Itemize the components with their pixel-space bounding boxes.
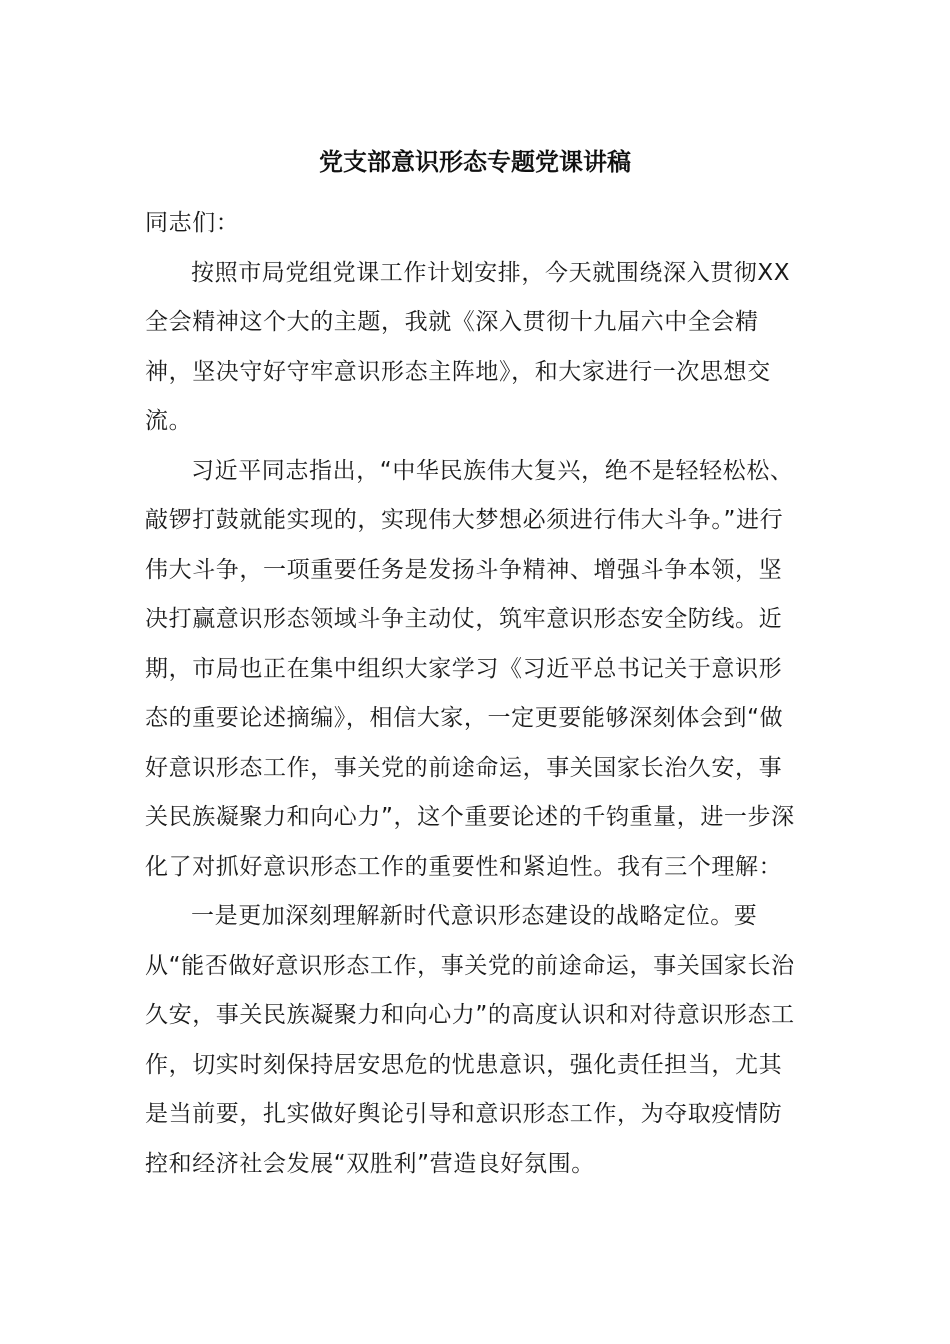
salutation: 同志们： [145,210,240,236]
paragraph-quote: 习近平同志指出，“中华民族伟大复兴，绝不是轻轻松松、敲锣打鼓就能实现的，实现伟大梦想必须进行伟大斗争。”进行伟大斗争，一项重要任务是发扬斗争精神、增强斗争本领，坚决打赢意识形态领域斗争主动仗，筑牢意识形态安全防线。近期，市局也正在集中组织大家学习《习近平总书记关于意识形态的重要论述摘编》，相信大家，一定更要能够深刻体会到“做好意识形态工作，事关党的前途命运，事关国家长治久安，事关民族凝聚力和向心力”，这个重要论述的千钧重量，进一步深化了对抓好意识形态工作的重要性和紧迫性。我有三个理解： [145,457,795,880]
paragraph-point-one: 一是更加深刻理解新时代意识形态建设的战略定位。要从“能否做好意识形态工作，事关党的前途命运，事关国家长治久安，事关民族凝聚力和向心力”的高度认识和对待意识形态工作，切实时刻保持居安思危的忧患意识，强化责任担当，尤其是当前要，扎实做好舆论引导和意识形态工作，为夺取疫情防控和经济社会发展“双胜利”营造良好氛围。 [145,903,795,1177]
document-title: 党支部意识形态专题党课讲稿 [319,147,631,176]
paragraph-intro: 按照市局党组党课工作计划安排，今天就围绕深入贯彻XX全会精神这个大的主题，我就《深入贯彻十九届六中全会精神，坚决守好守牢意识形态主阵地》，和大家进行一次思想交流。 [145,259,791,434]
document-body [145,199,805,1189]
